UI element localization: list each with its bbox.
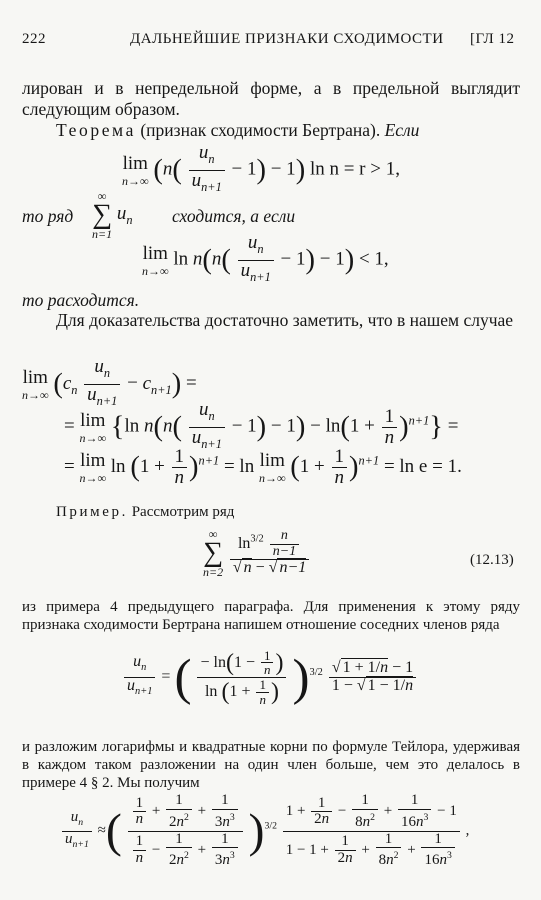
chapter-label: [ГЛ 12 bbox=[470, 31, 515, 47]
equation-ratio: $\frac{u_n}{u_{n+1}}$ = ( − ln(1 − $\frac{1}{n}$ ) ln (1 + $\frac{1}{n}$ ) )$^{3/2}$ $\frac{√ 1 + 1/n - 1}{1 - √ 1 - 1/n}$ bbox=[122, 648, 418, 707]
proof-paragraph: Для доказательства достаточно заметить, что в нашем случае bbox=[56, 310, 514, 330]
sum-symbol: ∞ ∑ n=1 $u_n$ bbox=[92, 189, 133, 241]
equation-bertrand-diverge: lim n→∞ ln n(n( $\frac{u_n}{u_{n+1}}$ − 1) − 1) < 1, bbox=[142, 232, 389, 284]
theorem-word: Теорема bbox=[56, 120, 136, 140]
theorem-line bbox=[56, 120, 526, 141]
then-series: то ряд bbox=[22, 206, 74, 226]
running-title: ДАЛЬНЕЙШИЕ ПРИЗНАКИ СХОДИМОСТИ bbox=[130, 31, 444, 47]
theorem-if: Если bbox=[384, 120, 420, 140]
equation-number: (12.13) bbox=[470, 552, 514, 568]
theorem-name: (признак сходимости Бертрана). bbox=[140, 120, 381, 140]
diverges-line: то расходится. bbox=[22, 290, 140, 310]
paragraph-intro: лирован и в непредельной форме, а в предельной выглядит следующим образом. bbox=[22, 78, 520, 119]
page-number: 222 bbox=[22, 31, 46, 47]
equation-12-13: ∞ ∑ n=2 $\ln^{3/2}$ $\frac{n}{n-1}$ √ n − √ n−1 bbox=[203, 528, 311, 578]
paragraph-taylor: и разложим логарифмы и квадратные корни по формуле Тейлора, удерживая в каждом таком разложении на один член больше, чем это делалось в примере 4 § 2. Мы получим bbox=[22, 739, 520, 791]
converges-if: сходится, а если bbox=[172, 206, 296, 226]
paragraph-example4: из примера 4 предыдущего параграфа. Для применения к этому ряду признака сходимости Бертрана напишем отношение соседних членов ряда bbox=[22, 599, 520, 633]
equation-taylor: $\frac{u_n}{u_{n+1}}$ ≈( $\frac{1}{n}$ + $\frac{1}{2n^2}$ + $\frac{1}{3n^3}$ $\frac{1}{n}$ − $\frac{1}{2n^2}$ + $\frac{1}{3n^3}$ )$^{3/2}$ 1 + $\frac{1}{2n}$ − $\frac{1}{8n^2}$ + $\frac{1}{16n^3}$ − 1 1 − 1 + $\frac{1}{2n}$ + $\frac{1}{8n^2}$ + $\frac{1}{16n^3}$ , bbox=[60, 793, 469, 869]
derivation-line-3: = lim n→∞ ln (1 + $\frac{1}{n}$ )$^{n+1}$ = ln lim n→∞ (1 + $\frac{1}{n}$ )$^{n+1}$ = ln e = 1. bbox=[64, 446, 462, 488]
derivation-line-1: lim n→∞ ($c_n$ $\frac{u_n}{u_{n+1}}$ − $c_{n+1}$) = bbox=[22, 356, 197, 408]
derivation-line-2: = lim n→∞ {ln n(n( $\frac{u_n}{u_{n+1}}$ − 1) − 1) − ln(1 + $\frac{1}{n}$ )$^{n+1}$} = bbox=[64, 399, 459, 451]
example-text: Рассмотрим ряд bbox=[131, 504, 235, 520]
example-word: Пример. bbox=[56, 504, 128, 520]
example-line bbox=[56, 503, 234, 521]
equation-bertrand-converge: lim n→∞ (n( $\frac{u_n}{u_{n+1}}$ − 1) − 1) ln n = r > 1, bbox=[122, 142, 400, 194]
